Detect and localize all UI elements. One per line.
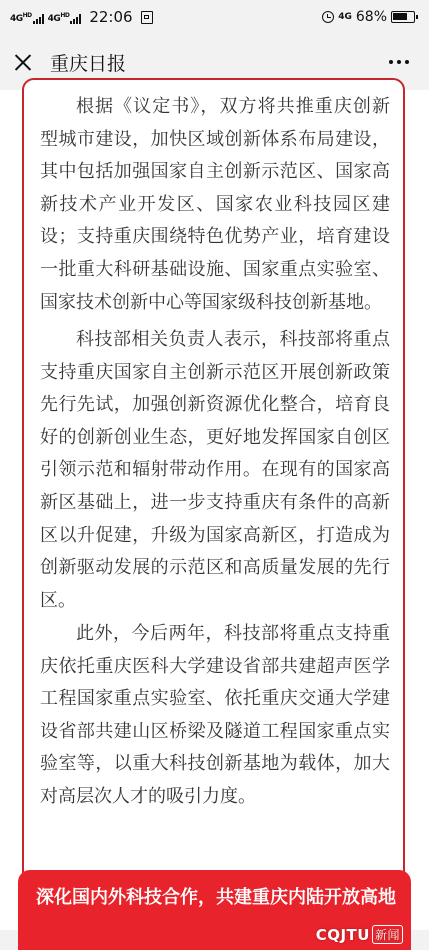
status-bar: [0, 0, 429, 34]
battery-icon: [391, 11, 415, 23]
more-options-icon[interactable]: [389, 60, 409, 64]
article-paragraph: 根据《议定书》，双方将共推重庆创新型城市建设，加快区域创新体系布局建设，其中包括加强国家自主创新示范区、国家高新技术产业开发区、国家农业科技园区建设；支持重庆围绕特色优势产业，培育建设一批重大科研基础设施、国家重点实验室、国家技术创新中心等国家级科技创新基地。: [40, 96, 390, 313]
sim-card-icon: [141, 11, 153, 24]
network-type: 4G: [338, 12, 352, 22]
signal-1-label: $4G^{HD}$: [10, 11, 32, 24]
article-paragraph: 此外，今后两年，科技部将重点支持重庆依托重庆医科大学建设省部共建超声医学工程国家重点实验室、依托重庆交通大学建设省部共建山区桥梁及隧道工程国家重点实验室等，以重大科技创新基地为载体，加大对高层次人才的吸引力度。: [40, 623, 390, 807]
alarm-icon: [322, 11, 334, 23]
signal-sim2: [48, 11, 82, 24]
article-paragraph: 科技部相关负责人表示，科技部将重点支持重庆国家自主创新示范区开展创新政策先行先试，加强创新资源优化整合，培育良好的创新创业生态，更好地发挥国家自创区引领示范和辐射带动作用。在现有的国家高新区基础上，进一步支持重庆有条件的高新区以升促建，升级为国家高新区，打造成为创新驱动发展的示范区和高质量发展的先行区。: [40, 329, 390, 611]
article-content[interactable]: [0, 90, 429, 944]
page-title: 重庆日报: [50, 52, 127, 75]
status-right: [322, 9, 429, 25]
battery-percent: 68%: [355, 9, 387, 25]
watermark-brand: CQJTU: [315, 925, 370, 944]
watermark-suffix: 新闻: [372, 925, 403, 944]
section-heading: 深化国内外科技合作，共建重庆内陆开放高地: [36, 887, 396, 908]
close-icon[interactable]: [14, 53, 32, 71]
status-left: [0, 8, 153, 26]
signal-2-label: $4G^{HD}$: [47, 11, 70, 24]
signal-bars-icon: [70, 14, 81, 24]
status-time: 22:06: [89, 8, 133, 26]
section-heading-banner: [18, 870, 411, 950]
signal-bars-icon: [33, 14, 44, 24]
signal-sim1: [10, 11, 44, 24]
watermark: [316, 925, 403, 944]
